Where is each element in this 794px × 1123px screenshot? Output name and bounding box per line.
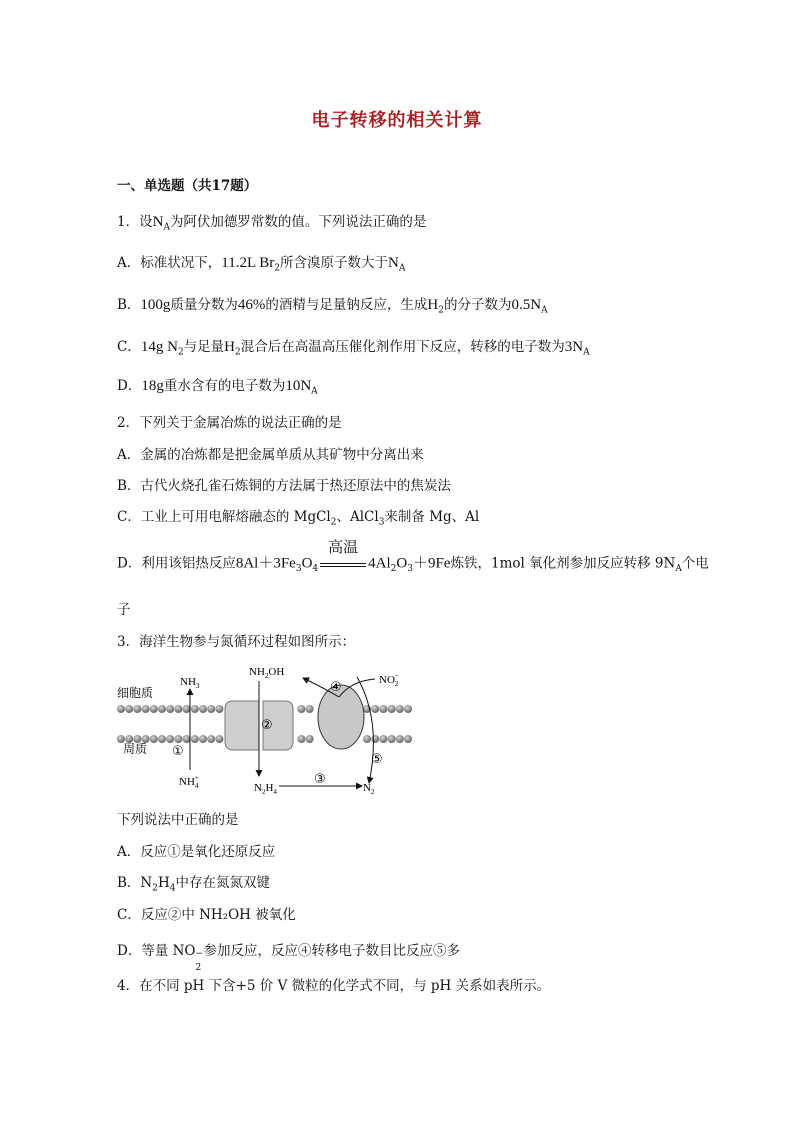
membrane-bead: [199, 735, 207, 743]
step-2-marker: ②: [261, 718, 273, 733]
thermite-equation: $8Al+3Fe_3O_4$ 高温 $4Al_2O_3+9Fe$: [235, 538, 451, 575]
q1-option-b[interactable]: B．100g质量分数为46%的酒精与足量钠反应，生成$H_2$的分子数为$0.5N_A$: [117, 297, 548, 316]
membrane-bead: [297, 705, 305, 713]
step-1-marker: ①: [172, 744, 184, 759]
membrane-bead: [183, 735, 191, 743]
channel-protein-left: [225, 701, 259, 750]
membrane-bead: [158, 705, 166, 713]
q1-option-a[interactable]: A．标准状况下，11.2L $Br_2$所含溴原子数大于$N_A$: [117, 255, 406, 274]
membrane-bead: [215, 735, 223, 743]
page-title: 电子转移的相关计算: [311, 110, 483, 131]
q4-stem: 4．在不同 pH 下含+5 价 V 微粒的化学式不同，与 pH 关系如表所示。: [117, 978, 551, 994]
membrane-bead: [396, 705, 404, 713]
membrane-bead: [297, 735, 305, 743]
membrane-bead: [150, 735, 158, 743]
reaction-arrow: 高温: [318, 554, 368, 574]
membrane-bead: [215, 705, 223, 713]
q1-option-d[interactable]: D．18g重水含有的电子数为$10N_A$: [117, 378, 318, 397]
membrane-bead: [158, 735, 166, 743]
membrane-bead: [404, 735, 412, 743]
label-nh4: NH+ 4: [179, 774, 199, 790]
membrane-bead: [388, 735, 396, 743]
q1-stem: 1．设$N_A$为阿伏加德罗常数的值。下列说法正确的是: [117, 214, 427, 233]
membrane-bead: [133, 705, 141, 713]
membrane-bead: [174, 705, 182, 713]
membrane-bead: [379, 735, 387, 743]
membrane-bead: [183, 705, 191, 713]
q2-option-d[interactable]: D．利用该铝热反应$8Al+3Fe_3O_4$ 高温 $4Al_2O_3+9Fe$炼铁，1mol 氧化剂参加反应转移 $9N_A$个电: [117, 554, 709, 578]
q3-option-b[interactable]: B．$N_2H_4$中存在氮氮双键: [117, 875, 270, 894]
label-cytoplasm: 细胞质: [117, 686, 154, 700]
membrane-bead: [191, 705, 199, 713]
membrane-bead: [142, 705, 150, 713]
q2-option-b[interactable]: B．古代火烧孔雀石炼铜的方法属于热还原法中的焦炭法: [117, 478, 451, 494]
step-5-marker: ⑤: [371, 752, 383, 767]
membrane-bead: [191, 735, 199, 743]
membrane-bead: [125, 705, 133, 713]
membrane-bead: [166, 705, 174, 713]
q3-option-d[interactable]: D．等量 NO − 2 参加反应，反应④转移电子数目比反应⑤多: [117, 943, 460, 973]
label-nh3: $NH_3$: [180, 676, 200, 690]
membrane-bead: [174, 735, 182, 743]
step-3-marker: ③: [314, 772, 326, 787]
membrane-bead: [379, 705, 387, 713]
membrane-bead: [371, 735, 379, 743]
q2-stem: 2．下列关于金属冶炼的说法正确的是: [117, 415, 342, 431]
section-heading: 一、单选题（共17题）: [117, 178, 258, 194]
membrane-bead: [404, 705, 412, 713]
membrane-bead: [306, 735, 314, 743]
membrane-bead: [306, 705, 314, 713]
q1-option-c[interactable]: C．14g $N_2$与足量$H_2$混合后在高温高压催化剂作用下反应，转移的电子数为$3N_A$: [117, 339, 590, 358]
label-n2h4: $N_2H_4$: [254, 782, 277, 796]
q3-option-a[interactable]: A．反应①是氧化还原反应: [117, 844, 276, 860]
membrane-bead: [166, 735, 174, 743]
q2-option-d-wrap: 子: [117, 602, 131, 618]
label-periplasm: 周质: [123, 742, 148, 756]
label-n2: $N_2$: [363, 782, 375, 796]
q3-sub-stem: 下列说法中正确的是: [117, 812, 239, 828]
q3-stem: 3．海洋生物参与氮循环过程如图所示：: [117, 634, 356, 650]
q2-option-a[interactable]: A．金属的冶炼都是把金属单质从其矿物中分离出来: [117, 447, 424, 463]
membrane-bead: [388, 705, 396, 713]
membrane-bead: [117, 705, 125, 713]
step-4-marker: ④: [330, 680, 342, 695]
nitrogen-cycle-diagram: [117, 661, 417, 799]
label-no2: NO− 2: [379, 672, 399, 688]
membrane-bead: [207, 705, 215, 713]
label-nh2oh: $NH_2OH$: [249, 666, 285, 680]
q2-option-c[interactable]: C．工业上可用电解熔融态的 MgCl$_2$、AlCl$_3$来制备 Mg、Al: [117, 509, 480, 528]
membrane-bead: [199, 705, 207, 713]
membrane-bead: [363, 735, 371, 743]
membrane-bead: [396, 735, 404, 743]
q3-option-c[interactable]: C．反应②中 NH₂OH 被氧化: [117, 907, 296, 923]
membrane-bead: [150, 705, 158, 713]
membrane-bead: [371, 705, 379, 713]
membrane-bead: [207, 735, 215, 743]
